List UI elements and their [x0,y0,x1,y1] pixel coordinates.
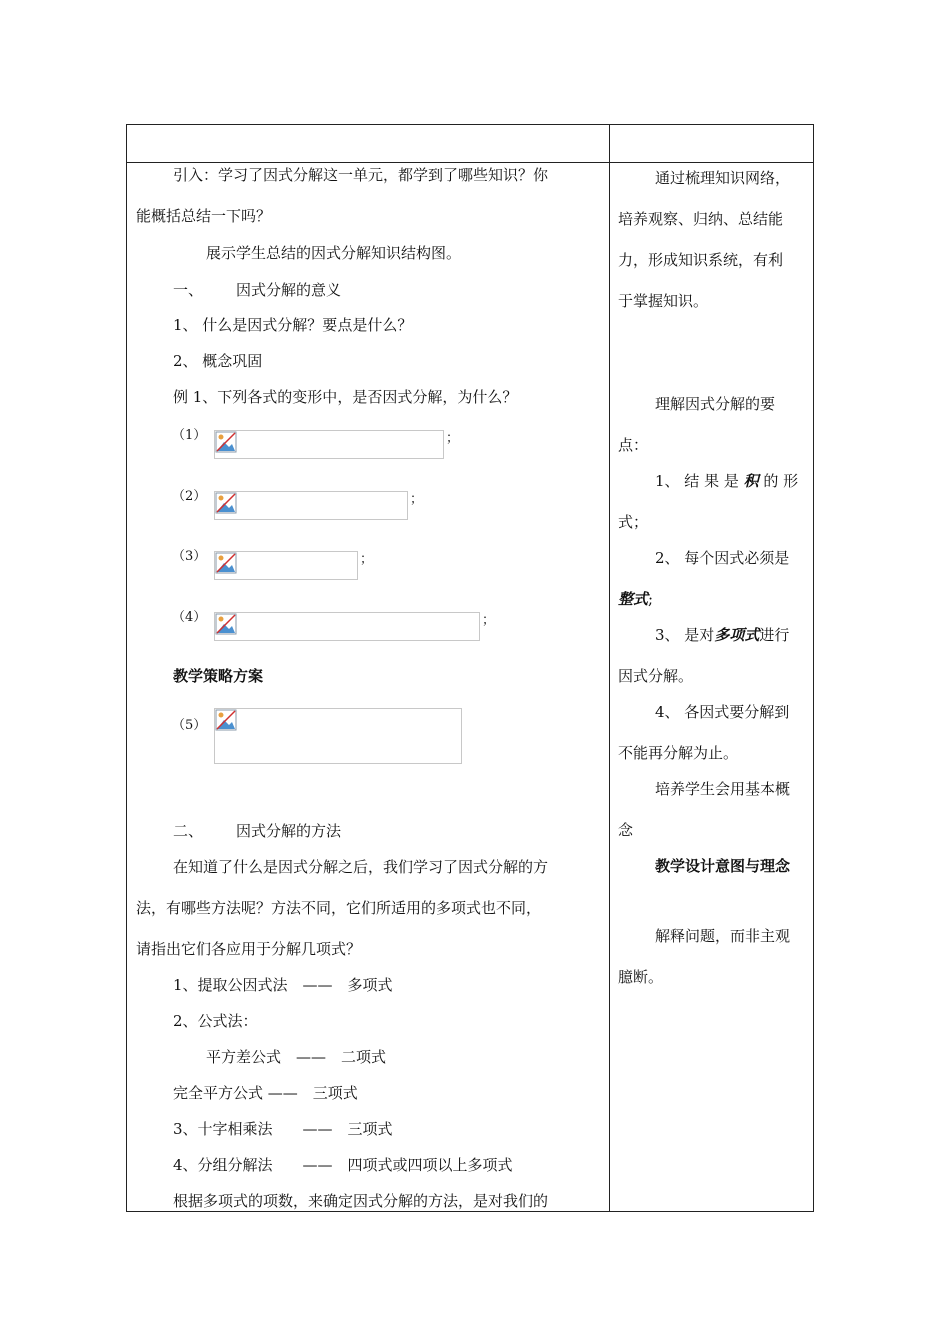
method-1: 1、提取公因式法 —— 多项式 [173,976,393,994]
equation-label-1: （1） [172,428,207,443]
section-2-title: 因式分解的方法 [236,822,342,840]
equation-label-2: （2） [172,489,207,504]
design-note-18: 解释问题，而非主观 [655,927,791,945]
design-note-7-pre: 1、 结 果 是 [655,472,744,490]
design-note-15: 培养学生会用基本概 [655,780,791,798]
design-note-1: 通过梳理知识网络， [655,169,791,187]
broken-image-icon [215,613,237,635]
example-1: 例 1、下列各式的变形中，是否因式分解，为什么？ [173,388,518,406]
design-note-5: 理解因式分解的要 [655,395,776,413]
design-note-19: 臆断。 [618,968,664,986]
design-note-8: 式； [618,513,649,531]
methods-paragraph-line-2: 法，有哪些方法呢？方法不同，它们所适用的多项式也不同， [136,899,542,917]
teaching-strategy-heading: 教学策略方案 [173,667,264,685]
section-1-title: 因式分解的意义 [236,281,342,299]
method-3: 3、十字相乘法 —— 三项式 [173,1120,393,1138]
show-structure-text: 展示学生总结的因式分解知识结构图。 [206,244,462,262]
method-2a: 平方差公式 —— 二项式 [206,1048,387,1066]
methods-paragraph-line-1: 在知道了什么是因式分解之后，我们学习了因式分解的方 [173,858,549,876]
conclusion-line: 根据多项式的项数，来确定因式分解的方法，是对我们的 [173,1192,549,1210]
design-note-3: 力，形成知识系统，有利 [618,251,784,269]
intro-line-2: 能概括总结一下吗？ [136,207,272,225]
header-row-divider [127,162,813,163]
design-note-10 [618,590,653,608]
design-note-11 [655,626,789,644]
equation-separator-1: ； [446,431,460,446]
intro-line-1: 引入：学习了因式分解这一单元，都学到了哪些知识？你 [173,166,549,184]
method-2: 2、公式法： [173,1012,258,1030]
methods-paragraph-line-3: 请指出它们各应用于分解几项式？ [136,940,362,958]
broken-image-icon [215,492,237,514]
emphasis-integral: 整式 [618,590,649,608]
equation-image-5 [214,708,462,764]
design-note-10-post: ; [648,590,654,608]
design-note-11-post: 进行 [759,626,790,644]
section-1-number: 一、 [173,281,204,299]
column-divider [609,125,610,1211]
design-note-2: 培养观察、归纳、总结能 [618,210,784,228]
method-2b: 完全平方公式 —— 三项式 [173,1084,358,1102]
equation-image-2 [214,491,408,520]
equation-image-4 [214,612,480,641]
design-note-7 [655,472,798,490]
equation-separator-2: ； [410,492,424,507]
emphasis-polynomial: 多项式 [714,626,760,644]
method-4: 4、分组分解法 —— 四项式或四项以上多项式 [173,1156,513,1174]
design-note-12: 因式分解。 [618,667,694,685]
broken-image-icon [215,552,237,574]
broken-image-icon [215,431,237,453]
question-2: 2、 概念巩固 [173,352,263,370]
design-note-16: 念 [618,821,634,839]
design-note-14: 不能再分解为止。 [618,744,739,762]
equation-separator-4: ； [482,613,496,628]
equation-label-4: （4） [172,610,207,625]
equation-image-3 [214,551,358,580]
design-note-4: 于掌握知识。 [618,292,709,310]
section-2-number: 二、 [173,822,204,840]
equation-label-3: （3） [172,549,207,564]
design-note-13: 4、 各因式要分解到 [655,703,790,721]
broken-image-icon [215,709,237,731]
design-note-7-post: 的 形 [758,472,799,490]
design-note-6: 点： [618,436,649,454]
design-note-9: 2、 每个因式必须是 [655,549,790,567]
equation-image-1 [214,430,444,459]
emphasis-product: 积 [743,472,759,490]
question-1: 1、 什么是因式分解？要点是什么？ [173,316,413,334]
design-intent-heading: 教学设计意图与理念 [655,857,791,875]
equation-label-5: （5） [172,718,207,733]
design-note-11-pre: 3、 是对 [655,626,715,644]
equation-separator-3: ； [360,552,374,567]
